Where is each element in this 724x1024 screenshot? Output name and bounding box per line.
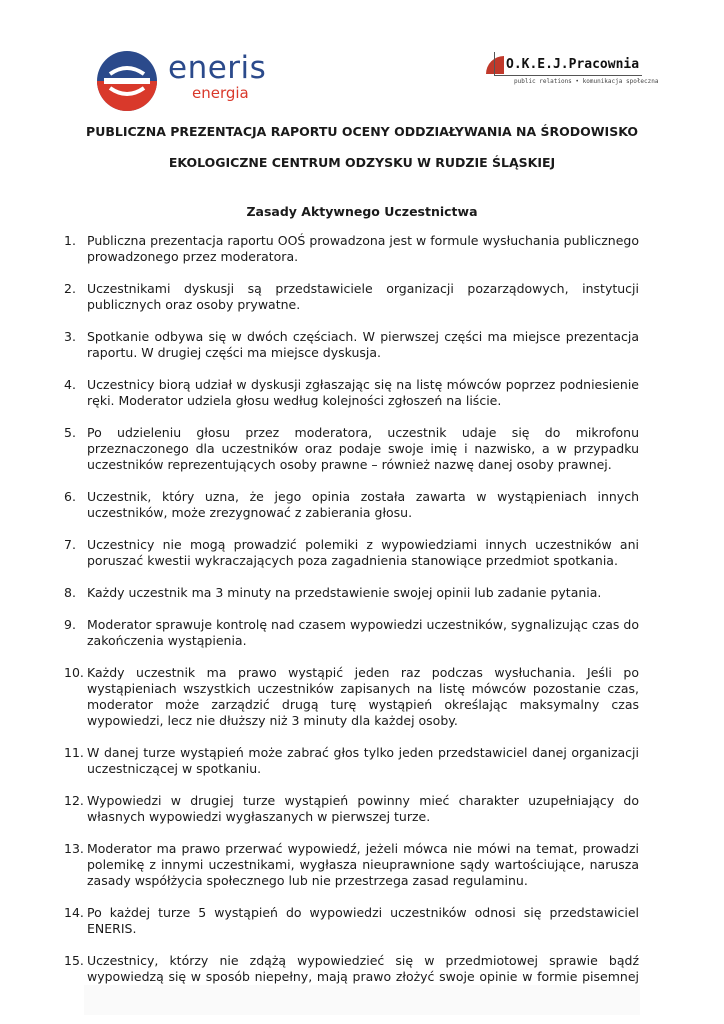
rule-item [64, 425, 639, 473]
rule-text: Po każdej turze 5 wystąpień do wypowiedzi uczestników odnosi się przedstawiciel ENERIS. [87, 905, 639, 936]
rule-text: Uczestnicy biorą udział w dyskusji zgłaszając się na listę mówców poprzez podniesienie ręki. Moderator udziela głosu według kolejności zgłoszeń na liście. [87, 377, 639, 408]
document-subtitle: EKOLOGICZNE CENTRUM ODZYSKU W RUDZIE ŚLĄSKIEJ [168, 155, 556, 170]
rule-item [64, 905, 639, 937]
section-title: Zasady Aktywnego Uczestnictwa [246, 204, 478, 219]
rules-list [64, 233, 639, 1017]
rule-item [64, 665, 639, 729]
rule-item [64, 377, 639, 409]
rule-number: 10. [64, 665, 84, 680]
rule-number: 9. [64, 617, 76, 632]
rule-text: Uczestnicy nie mogą prowadzić polemiki z wypowiedziami innych uczestników ani poruszać kwestii wykraczających poza zagadnienia stanowiące przedmiot spotkania. [87, 537, 639, 568]
eneris-logo [96, 50, 271, 112]
okej-logo-mark-icon [484, 54, 506, 76]
rule-number: 12. [64, 793, 84, 808]
rule-item [64, 281, 639, 313]
okej-logo-divider [494, 52, 495, 76]
rule-number: 4. [64, 377, 76, 392]
rule-item [64, 793, 639, 825]
eneris-logo-subtitle: energia [192, 84, 249, 102]
page-header [0, 0, 724, 120]
rule-number: 14. [64, 905, 84, 920]
okej-logo-name: O.K.E.J.Pracownia [506, 57, 640, 72]
rule-text: Każdy uczestnik ma 3 minuty na przedstawienie swojej opinii lub zadanie pytania. [87, 585, 602, 600]
rule-item [64, 489, 639, 521]
rule-text: Każdy uczestnik ma prawo wystąpić jeden raz podczas wysłuchania. Jeśli po wystąpieniach wszystkich uczestników zapisanych na listę mówców pozostanie czas, moderator może zarządzić drugą turę wystąpień określając maksymalny czas wypowiedzi, lecz nie dłuższy niż 3 minuty dla każdej osoby. [87, 665, 639, 728]
rule-text: Uczestnik, który uzna, że jego opinia została zawarta w wystąpieniach innych uczestników, może zrezygnować z zabierania głosu. [87, 489, 639, 520]
rule-item [64, 329, 639, 361]
rule-text: Moderator ma prawo przerwać wypowiedź, jeżeli mówca nie mówi na temat, prowadzi polemikę z innymi uczestnikami, wygłasza nieuprawnione sądy wartościujące, narusza zasady współżycia społecznego lub nie przestrzega zasad regulaminu. [87, 841, 639, 888]
okej-logo-tagline: public relations • komunikacja społeczna [514, 78, 659, 85]
rule-number: 7. [64, 537, 76, 552]
page-footer [84, 985, 640, 1015]
rule-number: 5. [64, 425, 76, 440]
rule-text: Spotkanie odbywa się w dwóch częściach. W pierwszej części ma miejsce prezentacja raportu. W drugiej części ma miejsce dyskusja. [87, 329, 639, 360]
rule-number: 3. [64, 329, 76, 344]
rule-number: 13. [64, 841, 84, 856]
rule-item [64, 617, 639, 649]
okej-logo-rule [494, 75, 642, 76]
rule-text: W danej turze wystąpień może zabrać głos tylko jeden przedstawiciel danej organizacji uczestniczącej w spotkaniu. [87, 745, 639, 776]
rule-item [64, 841, 639, 889]
rule-number: 1. [64, 233, 76, 248]
rule-text: Publiczna prezentacja raportu OOŚ prowadzona jest w formule wysłuchania publicznego prowadzonego przez moderatora. [87, 233, 639, 264]
rule-number: 6. [64, 489, 76, 504]
rule-item [64, 537, 639, 569]
eneris-logo-icon [96, 50, 158, 112]
rule-number: 8. [64, 585, 76, 600]
rule-text: Po udzieleniu głosu przez moderatora, uczestnik udaje się do mikrofonu przeznaczonego dla uczestników oraz podaje swoje imię i nazwisko, a w przypadku uczestników reprezentujących osoby prawne – również nazwę danej osoby prawnej. [87, 425, 639, 472]
rule-text: Moderator sprawuje kontrolę nad czasem wypowiedzi uczestników, sygnalizując czas do zakończenia wystąpienia. [87, 617, 639, 648]
rule-text: Wypowiedzi w drugiej turze wystąpień powinny mieć charakter uzupełniający do własnych wypowiedzi wygłaszanych w pierwszej turze. [87, 793, 639, 824]
rule-number: 2. [64, 281, 76, 296]
rule-item [64, 233, 639, 265]
rule-number: 11. [64, 745, 84, 760]
document-title: PUBLICZNA PREZENTACJA RAPORTU OCENY ODDZIAŁYWANIA NA ŚRODOWISKO [86, 124, 638, 139]
okej-logo [484, 46, 659, 91]
rule-item [64, 745, 639, 777]
rule-text: Uczestnikami dyskusji są przedstawiciele organizacji pozarządowych, instytucji publicznych oraz osoby prywatne. [87, 281, 639, 312]
rule-text: Uczestnicy, którzy nie zdążą wypowiedzieć się w przedmiotowej sprawie bądź wypowiedzą się w sposób niepełny, mają prawo złożyć swoje opinie w formie pisemnej [87, 953, 639, 984]
eneris-logo-name: eneris [168, 50, 267, 86]
rule-item [64, 585, 639, 601]
rule-number: 15. [64, 953, 84, 968]
